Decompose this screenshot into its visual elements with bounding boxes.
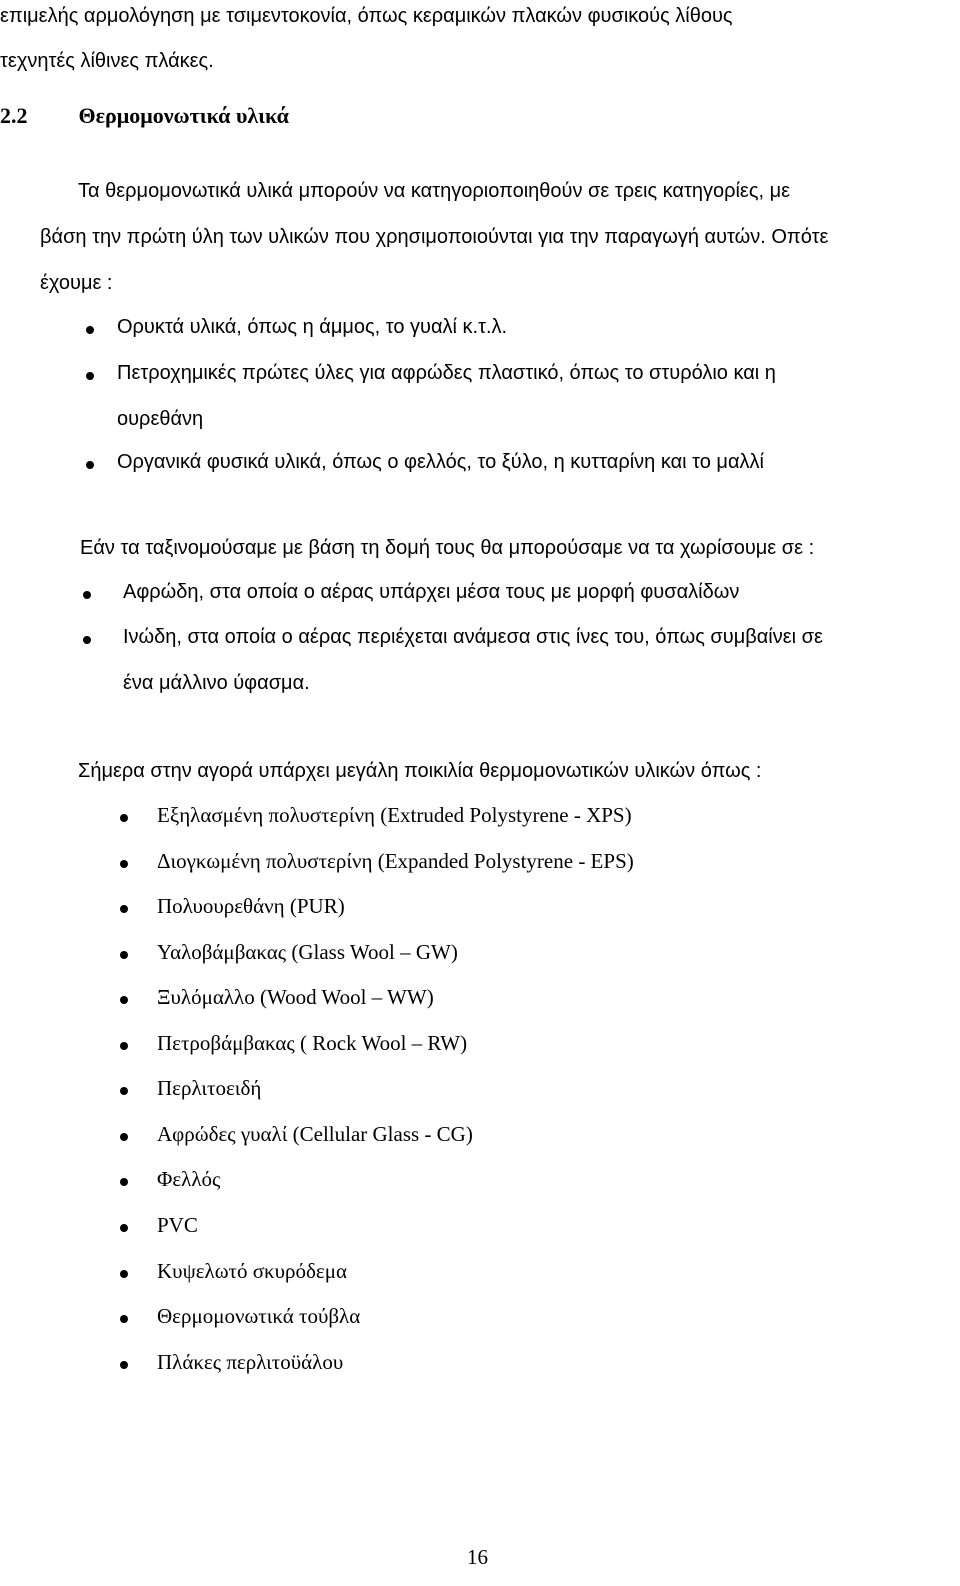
list-item-text: Εξηλασμένη πολυστερίνη (Extruded Polystyrene - XPS): [157, 803, 632, 827]
bullet-icon: [120, 1315, 128, 1323]
list-item-text: Πλάκες περλιτοϋάλου: [157, 1350, 344, 1374]
list-item-text: Ινώδη, στα οποία ο αέρας περιέχεται ανάμεσα στις ίνες του, όπως συμβαίνει σε: [123, 626, 823, 648]
intro-line: επιμελής αρμολόγηση με τσιμεντοκονία, όπως κεραμικών πλακών φυσικούς λίθους: [0, 5, 733, 27]
list-item-text: ουρεθάνη: [117, 408, 204, 430]
bullet-icon: [86, 372, 94, 380]
section-number: 2.2: [0, 103, 28, 128]
list-item-text: Οργανικά φυσικά υλικά, όπως ο φελλός, το ξύλο, η κυτταρίνη και το μαλλί: [117, 451, 764, 473]
list-item-text: Πετροχημικές πρώτες ύλες για αφρώδες πλαστικό, όπως το στυρόλιο και η: [117, 362, 776, 384]
list-item-text: PVC: [157, 1213, 198, 1237]
bullet-icon: [120, 1361, 128, 1369]
section-heading: [0, 103, 289, 129]
bullet-icon: [83, 591, 91, 599]
list-item-text: ένα μάλλινο ύφασμα.: [123, 672, 310, 694]
bullet-icon: [120, 996, 128, 1004]
bullet-icon: [120, 1224, 128, 1232]
bullet-icon: [120, 860, 128, 868]
paragraph-line: Εάν τα ταξινομούσαμε με βάση τη δομή τους θα μπορούσαμε να τα χωρίσουμε σε :: [80, 537, 815, 559]
list-item-text: Κυψελωτό σκυρόδεμα: [157, 1259, 347, 1283]
bullet-icon: [86, 461, 94, 469]
list-item-text: Θερμομονωτικά τούβλα: [157, 1304, 361, 1328]
bullet-icon: [120, 814, 128, 822]
list-item-text: Αφρώδη, στα οποία ο αέρας υπάρχει μέσα τους με μορφή φυσαλίδων: [123, 581, 740, 603]
list-item-text: Πετροβάμβακας ( Rock Wool – RW): [157, 1031, 468, 1055]
list-item-text: Διογκωμένη πολυστερίνη (Expanded Polystyrene - EPS): [157, 849, 634, 873]
list-item-text: Πολυουρεθάνη (PUR): [157, 894, 345, 918]
bullet-icon: [120, 905, 128, 913]
bullet-icon: [83, 636, 91, 644]
list-item-text: Αφρώδες γυαλί (Cellular Glass - CG): [157, 1122, 473, 1146]
paragraph-line: έχουμε :: [40, 272, 113, 294]
page-number: 16: [467, 1545, 488, 1569]
paragraph-line: βάση την πρώτη ύλη των υλικών που χρησιμοποιούνται για την παραγωγή αυτών. Οπότε: [40, 226, 829, 248]
paragraph-line: Σήμερα στην αγορά υπάρχει μεγάλη ποικιλία θερμομονωτικών υλικών όπως :: [78, 760, 762, 782]
section-title: Θερμομονωτικά υλικά: [78, 103, 289, 128]
bullet-icon: [120, 1133, 128, 1141]
bullet-icon: [120, 1042, 128, 1050]
bullet-icon: [120, 1087, 128, 1095]
intro-line: τεχνητές λίθινες πλάκες.: [0, 50, 214, 72]
list-item-text: Περλιτοειδή: [157, 1076, 262, 1100]
list-item-text: Ξυλόμαλλο (Wood Wool – WW): [157, 985, 434, 1009]
bullet-icon: [86, 326, 94, 334]
list-item-text: Φελλός: [157, 1167, 221, 1191]
list-item-text: Ορυκτά υλικά, όπως η άμμος, το γυαλί κ.τ.λ.: [117, 316, 508, 338]
bullet-icon: [120, 1178, 128, 1186]
paragraph-line: Τα θερμομονωτικά υλικά μπορούν να κατηγοριοποιηθούν σε τρεις κατηγορίες, με: [78, 180, 791, 202]
list-item-text: Υαλοβάμβακας (Glass Wool – GW): [157, 940, 458, 964]
bullet-icon: [120, 951, 128, 959]
bullet-icon: [120, 1270, 128, 1278]
